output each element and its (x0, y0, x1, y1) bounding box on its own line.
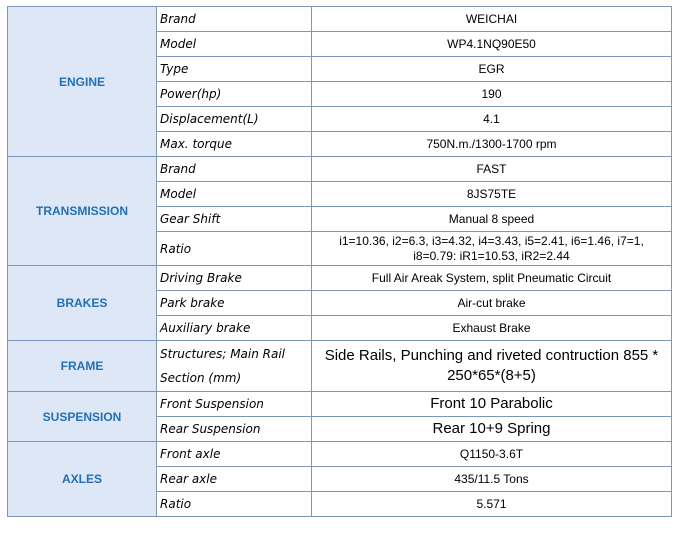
row-value (312, 232, 672, 266)
section-frame: FRAME (8, 341, 157, 392)
frame-value-line-2: 250*65*(8+5) (447, 367, 536, 384)
row-value: Front 10 Parabolic (312, 392, 672, 417)
row-label: Auxiliary brake (157, 316, 312, 341)
row-value: 750N.m./1300-1700 rpm (312, 132, 672, 157)
row-label: Driving Brake (157, 266, 312, 291)
row-label (157, 341, 312, 392)
row-value: 8JS75TE (312, 182, 672, 207)
table-row (8, 392, 672, 417)
row-label: Model (157, 182, 312, 207)
row-value: FAST (312, 157, 672, 182)
row-label: Brand (157, 157, 312, 182)
row-value: EGR (312, 57, 672, 82)
row-label: Power(hp) (157, 82, 312, 107)
row-value: Q1150-3.6T (312, 442, 672, 467)
table-row (8, 341, 672, 392)
row-label: Rear Suspension (157, 417, 312, 442)
row-label: Park brake (157, 291, 312, 316)
row-value: Manual 8 speed (312, 207, 672, 232)
row-label: Model (157, 32, 312, 57)
row-label: Ratio (157, 492, 312, 517)
row-value: WP4.1NQ90E50 (312, 32, 672, 57)
frame-label-line-2: Section (mm) (160, 371, 242, 385)
row-label: Gear Shift (157, 207, 312, 232)
section-transmission: TRANSMISSION (8, 157, 157, 266)
row-value: Exhaust Brake (312, 316, 672, 341)
row-value: 4.1 (312, 107, 672, 132)
row-label: Max. torque (157, 132, 312, 157)
spec-table (7, 6, 672, 517)
row-value: 435/11.5 Tons (312, 467, 672, 492)
table-row (8, 266, 672, 291)
row-value: 190 (312, 82, 672, 107)
row-value: Rear 10+9 Spring (312, 417, 672, 442)
row-label: Displacement(L) (157, 107, 312, 132)
row-label: Rear axle (157, 467, 312, 492)
table-row (8, 442, 672, 467)
row-value (312, 341, 672, 392)
section-suspension: SUSPENSION (8, 392, 157, 442)
section-engine: ENGINE (8, 7, 157, 157)
row-label: Front axle (157, 442, 312, 467)
row-value: Air-cut brake (312, 291, 672, 316)
row-label: Ratio (157, 232, 312, 266)
row-label: Front Suspension (157, 392, 312, 417)
row-value: WEICHAI (312, 7, 672, 32)
row-label: Brand (157, 7, 312, 32)
row-label: Type (157, 57, 312, 82)
frame-label-line-1: Structures; Main Rail (160, 347, 286, 361)
ratio-line-2: i8=0.79: iR1=10.53, iR2=2.44 (413, 248, 570, 263)
section-axles: AXLES (8, 442, 157, 517)
row-value: 5.571 (312, 492, 672, 517)
row-value: Full Air Areak System, split Pneumatic Circuit (312, 266, 672, 291)
section-brakes: BRAKES (8, 266, 157, 341)
ratio-line-1: i1=10.36, i2=6.3, i3=4.32, i4=3.43, i5=2.41, i6=1.46, i7=1, (339, 233, 644, 248)
frame-value-line-1: Side Rails, Punching and riveted contruction 855 * (324, 347, 659, 364)
table-row (8, 157, 672, 182)
table-row (8, 7, 672, 32)
